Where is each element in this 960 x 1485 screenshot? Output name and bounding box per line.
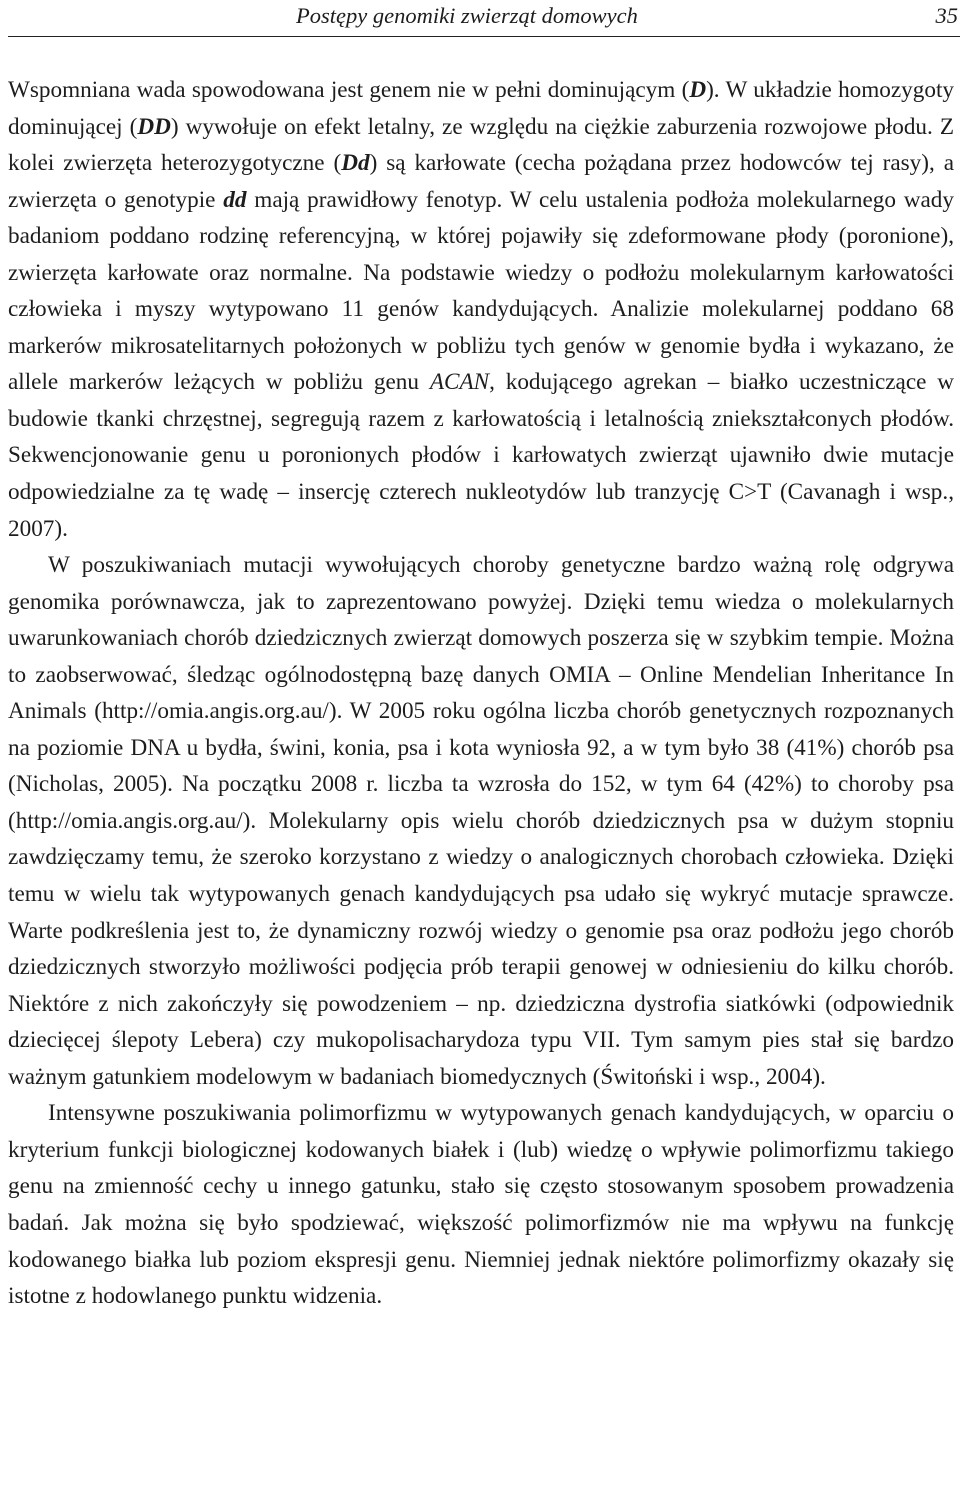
text-run: ) wywołuje on efekt letalny, ze względu na ciężkie zaburzenia rozwojowe płodu. Z kolei zwierzęta heterozygotyczne ( — [8, 113, 954, 177]
paragraph — [8, 72, 954, 547]
text-run: mają prawidłowy fenotyp. W celu ustalenia podłoża molekularnego wady badaniom poddano rodzinę referencyjną, w której pojawiły się zdeformowane płody (poronione), zwierzęta karłowate oraz normalne. Na podstawie wiedzy o podłożu molekularnym karłowatości człowieka i myszy wytypowano 11 genów kandydujących. Analizie molekularnej poddano 68 markerów mikrosatelitarnych położonych w pobliżu tych genów w genomie bydła i wykazano, że allele markerów leżących w pobliżu genu — [8, 186, 954, 396]
paragraph — [8, 1095, 954, 1314]
running-header — [8, 0, 960, 37]
text-run: W poszukiwaniach mutacji wywołujących choroby genetyczne bardzo ważną rolę odgrywa genomika porównawcza, jak to zaprezentowano powyżej. Dzięki temu wiedza o molekularnych uwarunkowaniach chorób dziedzicznych zwierząt domowych poszerza się w szybkim tempie. Można to zaobserwować, śledząc ogólnodostępną bazę danych OMIA – Online Mendelian Inheritance In Animals (http://omia.angis.org.au/). W 2005 roku ogólna liczba chorób genetycznych rozpoznanych na poziomie DNA u bydła, świni, konia, psa i kota wyniosła 92, a w tym było 38 (41%) chorób psa (Nicholas, 2005). Na początku 2008 r. liczba ta wzrosła do 152, w tym 64 (42%) to choroby psa (http://omia.angis.org.au/). Molekularny opis wielu chorób dziedzicznych psa w dużym stopniu zawdzięczamy temu, że szeroko korzystano z wiedzy o analogicznych chorobach człowieka. Dzięki temu w wielu tak wytypowanych genach kandydujących psa udało się wykryć mutacje sprawcze. Warte podkreślenia jest to, że dynamiczny rozwój wiedzy o genomie psa oraz podłożu jego chorób dziedzicznych stworzyło możliwości podjęcia prób terapii genowej w odniesieniu do kilku chorób. Niektóre z nich zakończyły się powodzeniem – np. dziedziczna dystrofia siatkówki (odpowiednik dziecięcej ślepoty Lebera) czy mukopolisacharydoza typu VII. Tym samym pies stał się bardzo ważnym gatunkiem modelowym w badaniach biomedycznych (Świtoński i wsp., 2004). — [8, 552, 954, 1090]
text-run: Intensywne poszukiwania polimorfizmu w wytypowanych genach kandydujących, w oparciu o kryterium funkcji biologicznej kodowanych białek i (lub) wiedzę o wpływie polimorfizmu takiego genu na zmienność cechy u innego gatunku, stało się często stosowanym sposobem prowadzenia badań. Jak można się było spodziewać, większość polimorfizmów nie ma wpływu na funkcję kodowanego białka lub poziom ekspresji genu. Niemniej jednak niektóre polimorfizmy okazały się istotne z hodowlanego punktu widzenia. — [8, 1100, 954, 1310]
text-run: , kodującego agrekan – białko uczestniczące w budowie tkanki chrzęstnej, segregują razem z karłowatością i letalnością zniekształconych płodów. Sekwencjonowanie genu u poronionych płodów i karłowatych zwierząt ujawniło dwie mutacje odpowiedzialne za tę wadę – insercję czterech nukleotydów lub tranzycję C>T (Cavanagh i wsp., 2007). — [8, 369, 955, 542]
body-text — [8, 72, 954, 1315]
gene-name: ACAN — [429, 369, 490, 396]
text-run: Wspomniana wada spowodowana jest genem nie w pełni dominującym ( — [8, 77, 690, 103]
genotype-symbol: D — [689, 77, 707, 103]
text-run: ). W układzie homozygoty dominującej ( — [8, 77, 954, 140]
text-run: ) są karłowate (cecha pożądana przez hodowców tej rasy), a zwierzęta o genotypie — [8, 150, 954, 213]
paragraph — [8, 547, 954, 1095]
genotype-symbol: DD — [137, 113, 171, 140]
page-number: 35 — [935, 3, 958, 28]
genotype-symbol: Dd — [341, 150, 370, 177]
genotype-symbol: dd — [223, 186, 247, 213]
header-title: Postępy genomiki zwierząt domowych — [296, 3, 638, 28]
